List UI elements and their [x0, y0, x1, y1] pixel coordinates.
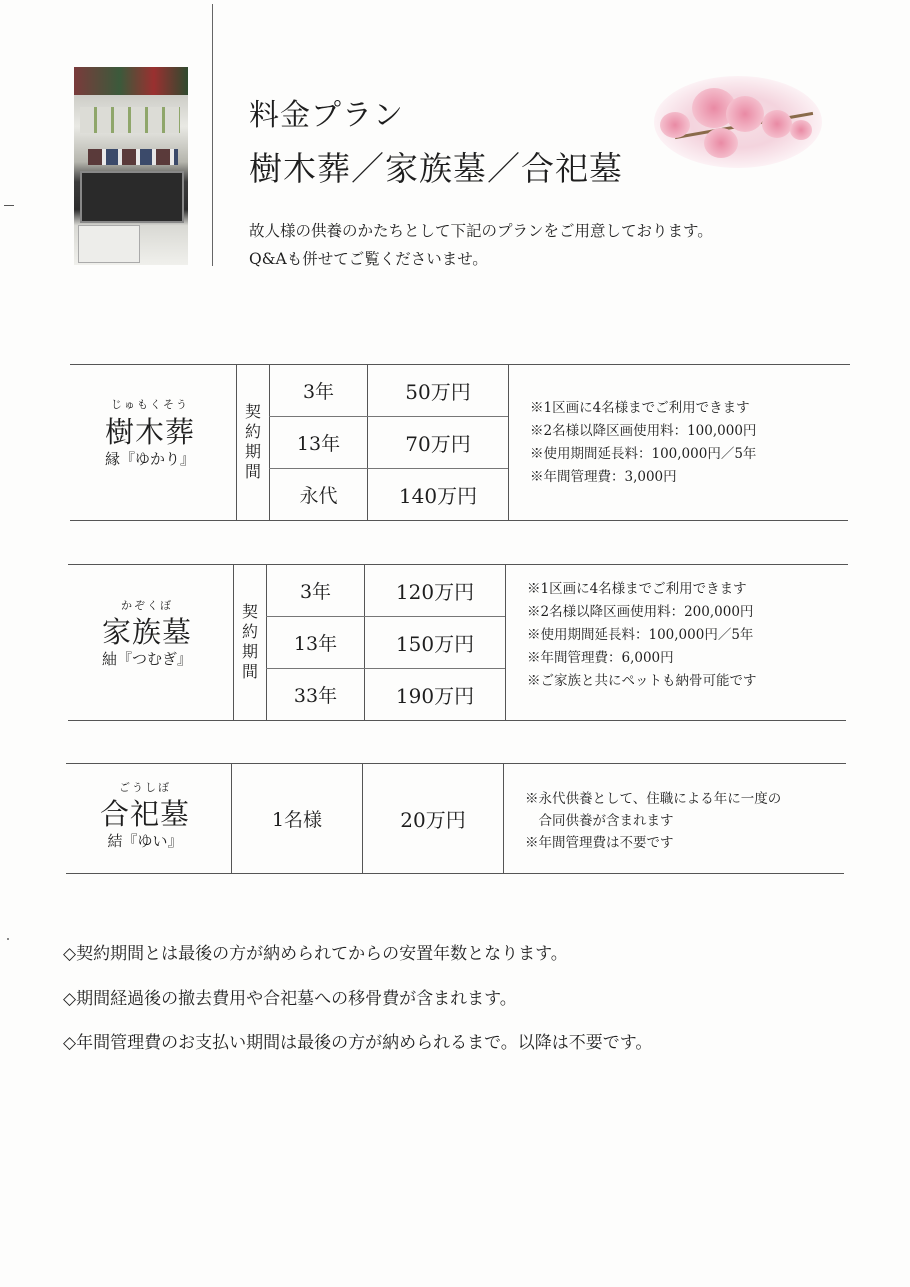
price-cell: 150万円 [395, 632, 475, 656]
plan-note: ※1区画に4名様までご利用できます [530, 400, 750, 416]
term-cell: 13年 [296, 433, 341, 455]
plan-note: ※年間管理費：3,000円 [530, 469, 677, 485]
plan-ruby: じゅもくそう [111, 398, 189, 411]
plan-ruby: ごうしぼ [119, 781, 171, 794]
photo-dark-stone [80, 171, 184, 223]
plan-note: ※ご家族と共にペットも納骨可能です [527, 673, 757, 689]
plan-subname: 紬『つむぎ』 [101, 650, 192, 668]
price-cell: 50万円 [405, 379, 471, 404]
plan-subname: 結『ゆい』 [107, 832, 183, 850]
term-cell: 1名様 [271, 808, 323, 831]
term-cell: 永代 [299, 485, 338, 507]
contract-period-label: 契約期間 [241, 602, 258, 681]
plan-note: ※1区画に4名様までご利用できます [527, 581, 747, 597]
photo-stone-base [78, 225, 140, 263]
photo-name-plates [88, 149, 178, 165]
plan-name: 合祀墓 [99, 797, 190, 831]
term-cell: 3年 [302, 380, 335, 403]
photo-hedge [74, 67, 188, 95]
price-cell: 140万円 [398, 484, 478, 508]
intro-line-1: 故人様の供養のかたちとして下記のプランをご用意しております。 [249, 222, 713, 240]
plan-note: ※使用期間延長料：100,000円／5年 [527, 627, 754, 643]
plan-name: 樹木葬 [104, 415, 195, 449]
plan-note: ※2名様以降区画使用料：200,000円 [527, 604, 754, 620]
cemetery-photo [74, 67, 188, 265]
plan-note: ※使用期間延長料：100,000円／5年 [530, 446, 757, 462]
header-divider [212, 4, 213, 266]
plan-name: 家族墓 [101, 615, 192, 649]
term-cell: 13年 [293, 633, 338, 655]
plan-note: ※永代供養として、住職による年に一度の [525, 791, 782, 807]
term-cell: 33年 [293, 685, 338, 707]
plan-note: ※年間管理費：6,000円 [527, 650, 674, 666]
price-cell: 120万円 [395, 579, 475, 604]
cherry-blossom-image [654, 76, 822, 168]
margin-tick [4, 205, 14, 206]
footnote-contract-period: ◇契約期間とは最後の方が納められてからの安置年数となります。 [63, 944, 568, 964]
intro-line-2: Q&Aも併せてご覧くださいませ。 [249, 250, 488, 268]
page-title: 料金プラン [249, 98, 404, 133]
margin-dot [7, 938, 9, 940]
price-cell: 70万円 [405, 432, 471, 456]
price-cell: 190万円 [395, 684, 475, 708]
footnote-management-fee: ◇年間管理費のお支払い期間は最後の方が納められるまで。以降は不要です。 [63, 1033, 653, 1053]
plan-note: 合同供養が含まれます [525, 813, 674, 829]
plan-subname: 縁『ゆかり』 [104, 450, 195, 468]
price-cell: 20万円 [400, 807, 466, 832]
contract-period-label: 契約期間 [244, 402, 261, 481]
footnote-removal-cost: ◇期間経過後の撤去費用や合祀墓への移骨費が含まれます。 [63, 989, 517, 1009]
photo-grave-slab [80, 107, 180, 133]
term-cell: 3年 [299, 580, 332, 603]
plan-note: ※年間管理費は不要です [525, 835, 674, 851]
plan-ruby: かぞくぼ [121, 599, 173, 612]
page-subtitle: 樹木葬／家族墓／合祀墓 [249, 149, 623, 188]
plan-note: ※2名様以降区画使用料：100,000円 [530, 423, 757, 439]
